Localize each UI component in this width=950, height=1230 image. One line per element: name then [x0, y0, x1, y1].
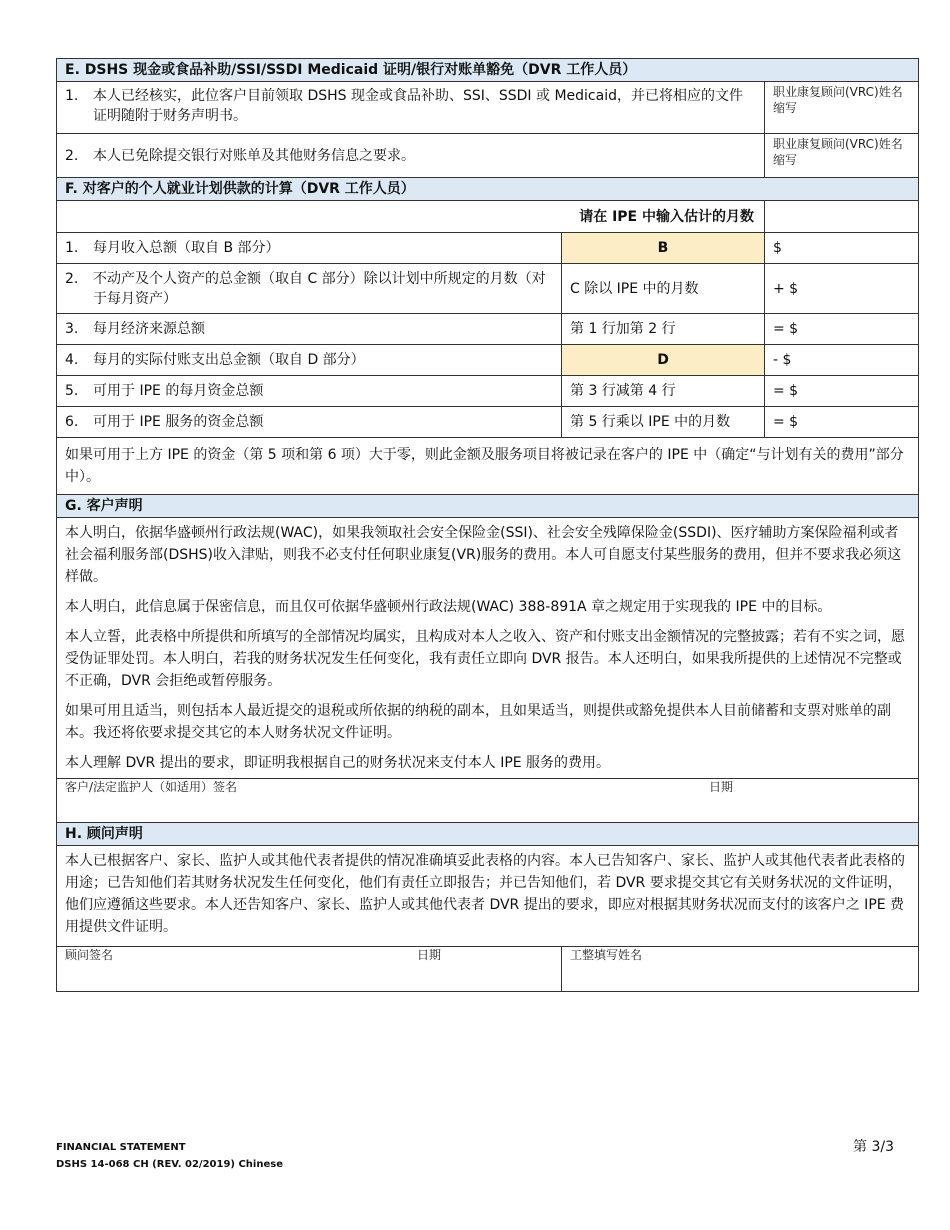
- months-input[interactable]: [765, 201, 919, 233]
- counselor-statement-text: 本人已根据客户、家长、监护人或其他代表者提供的情况准确填妥此表格的内容。本人已告知客户、家长、监护人或其他代表者此表格的用途；已告知他们若其财务状况发生任何变化，他们有责任立即报告；并已告知他们，若 DVR 要求提交其它有关财务状况的文件证明，他们应遵循这些要求。本人还告知客户、家长、监护人或其他代表者 DVR 提出的要求，即应对根据其财务状况而支付的该客户之 IPE 费用提供文件证明。: [65, 853, 905, 935]
- result-field-3[interactable]: = $: [765, 314, 919, 345]
- section-e-item-1: [57, 82, 765, 134]
- item-number: 1.: [65, 88, 79, 104]
- section-e-header: E. DSHS 现金或食品补助/SSI/SSDI Medicaid 证明/银行对账单豁免（DVR 工作人员）: [57, 59, 919, 82]
- calc-cell-b: B: [562, 233, 765, 264]
- vrc-initials-label: 职业康复顾问(VRC)姓名缩写: [773, 137, 903, 167]
- form-footer: [56, 1139, 283, 1173]
- row-number: 2.: [65, 270, 79, 287]
- item-text: 本人已经核实，此位客户目前领取 DSHS 现金或食品补助、SSI、SSDI 或 Medicaid，并已将相应的文件证明随附于财务声明书。: [93, 88, 743, 124]
- result-field-4[interactable]: - $: [765, 345, 919, 376]
- row-label: 不动产及个人资产的总金额（取自 C 部分）除以计划中所规定的月数（对于每月资产）: [93, 270, 546, 307]
- row-label: 每月收入总额（取自 B 部分）: [93, 240, 280, 256]
- printed-name-field[interactable]: [562, 947, 919, 992]
- calc-row-3: [57, 314, 562, 345]
- statement-paragraph-5: 本人理解 DVR 提出的要求，即证明我根据自己的财务状况来支付本人 IPE 服务的费用。: [65, 755, 611, 771]
- calc-cell-d: D: [562, 345, 765, 376]
- row-number: 5.: [65, 383, 79, 399]
- note-text: 如果可用于上方 IPE 的资金（第 5 项和第 6 项）大于零，则此金额及服务项目将被记录在客户的 IPE 中（确定“与计划有关的费用”部分中）。: [65, 447, 904, 485]
- vrc-initials-field-2[interactable]: [765, 134, 919, 178]
- section-f-note: [57, 438, 919, 495]
- result-field-2[interactable]: + $: [765, 264, 919, 314]
- counselor-statement: [57, 846, 919, 947]
- section-h-header: H. 顾问声明: [57, 823, 919, 846]
- section-e-item-2: [57, 134, 765, 178]
- client-date-label: 日期: [709, 780, 734, 794]
- financial-statement-form: [56, 58, 918, 992]
- page-number: 第 3/3: [853, 1139, 894, 1155]
- calc-cell-5: 第 3 行减第 4 行: [562, 376, 765, 407]
- calc-row-6: [57, 407, 562, 438]
- row-number: 6.: [65, 414, 79, 430]
- form-title: FINANCIAL STATEMENT: [56, 1142, 186, 1153]
- item-text: 本人已免除提交银行对账单及其他财务信息之要求。: [93, 147, 415, 164]
- row-label: 每月经济来源总额: [93, 321, 205, 337]
- result-field-6[interactable]: = $: [765, 407, 919, 438]
- counselor-signature-label: 顾问签名: [65, 948, 114, 962]
- statement-paragraph-2: 本人明白，此信息属于保密信息，而且仅可依据华盛顿州行政法规(WAC) 388-891A 章之规定用于实现我的 IPE 中的目标。: [65, 599, 832, 615]
- calc-cell-6: 第 5 行乘以 IPE 中的月数: [562, 407, 765, 438]
- row-number: 1.: [65, 240, 79, 256]
- calc-cell-3: 第 1 行加第 2 行: [562, 314, 765, 345]
- client-signature-field[interactable]: [57, 779, 919, 823]
- row-label: 每月的实际付账支出总金额（取自 D 部分）: [93, 352, 365, 368]
- section-f-header: F. 对客户的个人就业计划供款的计算（DVR 工作人员）: [57, 178, 919, 201]
- row-label: 可用于 IPE 服务的资金总额: [93, 414, 264, 430]
- months-label: 请在 IPE 中输入估计的月数: [57, 201, 765, 233]
- calc-row-4: [57, 345, 562, 376]
- calc-row-5: [57, 376, 562, 407]
- counselor-date-label: 日期: [417, 948, 442, 962]
- vrc-initials-label: 职业康复顾问(VRC)姓名缩写: [773, 85, 903, 115]
- result-field-5[interactable]: = $: [765, 376, 919, 407]
- calc-row-1: [57, 233, 562, 264]
- section-g-header: G. 客户声明: [57, 495, 919, 518]
- row-number: 4.: [65, 352, 79, 368]
- statement-paragraph-1: 本人明白，依据华盛顿州行政法规(WAC)，如果我领取社会安全保险金(SSI)、社会安全残障保险金(SSDI)、医疗辅助方案保险福利或者社会福利服务部(DSHS)收入津贴，则我不必支付任何职业康复(VR)服务的费用。本人可自愿支付某些服务的费用，但并不要求我必须这样做。: [65, 525, 902, 585]
- counselor-signature-field[interactable]: [57, 947, 562, 992]
- calc-row-2: [57, 264, 562, 314]
- item-number: 2.: [65, 147, 79, 164]
- client-statement: [57, 518, 919, 779]
- printed-name-label: 工整填写姓名: [570, 948, 643, 962]
- row-label: 可用于 IPE 的每月资金总额: [93, 383, 264, 399]
- statement-paragraph-3: 本人立誓，此表格中所提供和所填写的全部情况均属实，且构成对本人之收入、资产和付账支出金额情况的完整披露；若有不实之词，愿受伪证罪处罚。本人明白，若我的财务状况发生任何变化，我有责任立即向 DVR 报告。本人还明白，如果我所提供的上述情况不完整或不正确，DVR 会拒绝或暂停服务。: [65, 629, 905, 689]
- row-number: 3.: [65, 321, 79, 337]
- client-signature-label: 客户/法定监护人（如适用）签名: [65, 780, 238, 794]
- statement-paragraph-4: 如果可用且适当，则包括本人最近提交的退税或所依据的纳税的副本，且如果适当，则提供或豁免提供本人目前储蓄和支票对账单的副本。我还将依要求提交其它的本人财务状况文件证明。: [65, 703, 891, 741]
- calc-cell-2: C 除以 IPE 中的月数: [562, 264, 765, 314]
- form-id: DSHS 14-068 CH (REV. 02/2019) Chinese: [56, 1159, 283, 1170]
- vrc-initials-field-1[interactable]: [765, 82, 919, 134]
- result-field-1[interactable]: $: [765, 233, 919, 264]
